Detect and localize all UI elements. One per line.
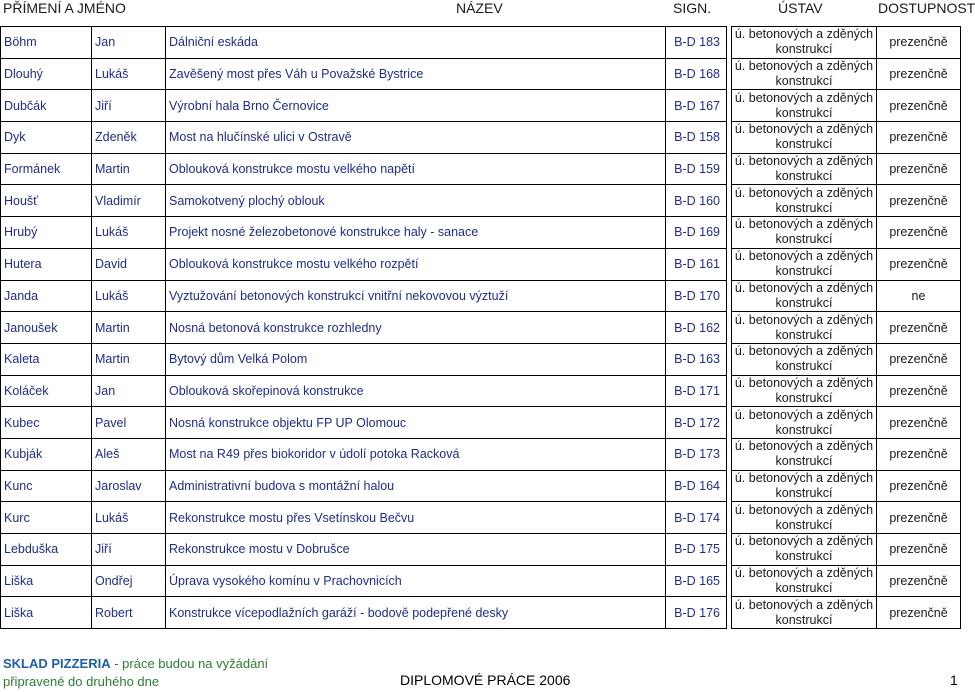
table-row: [1, 565, 961, 597]
header-name: PŘÍMENÍ A JMÉNO: [3, 0, 126, 16]
title-cell: Konstrukce vícepodlažních garáží - bodově podepřené desky: [166, 597, 666, 629]
availability-cell: prezenčně: [877, 312, 961, 344]
surname-cell: Kunc: [1, 470, 92, 502]
availability-cell: prezenčně: [877, 565, 961, 597]
ustav-cell: ú. betonových a zděných konstrukcí: [732, 122, 877, 154]
first-name-cell: Robert: [92, 597, 166, 629]
title-cell: Most na hlučínské ulici v Ostravě: [166, 122, 666, 154]
table-row: [1, 534, 961, 566]
table-row: [1, 248, 961, 280]
first-name-cell: Jiří: [92, 534, 166, 566]
sign-cell: B-D 164: [666, 470, 727, 502]
sign-cell: B-D 170: [666, 280, 727, 312]
sign-cell: B-D 161: [666, 248, 727, 280]
table-row: [1, 470, 961, 502]
title-cell: Výrobní hala Brno Černovice: [166, 90, 666, 122]
surname-cell: Janda: [1, 280, 92, 312]
first-name-cell: Lukáš: [92, 280, 166, 312]
sign-cell: B-D 158: [666, 122, 727, 154]
ustav-cell: ú. betonových a zděných konstrukcí: [732, 153, 877, 185]
sign-cell: B-D 165: [666, 565, 727, 597]
title-cell: Administrativní budova s montážní halou: [166, 470, 666, 502]
first-name-cell: Martin: [92, 312, 166, 344]
surname-cell: Dubčák: [1, 90, 92, 122]
surname-cell: Kubják: [1, 438, 92, 470]
surname-cell: Kurc: [1, 502, 92, 534]
sign-cell: B-D 172: [666, 407, 727, 439]
availability-cell: prezenčně: [877, 534, 961, 566]
availability-cell: ne: [877, 280, 961, 312]
surname-cell: Houšť: [1, 185, 92, 217]
title-cell: Oblouková konstrukce mostu velkého napětí: [166, 153, 666, 185]
first-name-cell: Martin: [92, 343, 166, 375]
column-header-bar: [0, 0, 975, 22]
ustav-cell: ú. betonových a zděných konstrukcí: [732, 502, 877, 534]
title-cell: Rekonstrukce mostu v Dobrušce: [166, 534, 666, 566]
surname-cell: Liška: [1, 565, 92, 597]
availability-cell: prezenčně: [877, 438, 961, 470]
ustav-cell: ú. betonových a zděných konstrukcí: [732, 248, 877, 280]
sign-cell: B-D 176: [666, 597, 727, 629]
first-name-cell: Ondřej: [92, 565, 166, 597]
availability-cell: prezenčně: [877, 153, 961, 185]
table-row: [1, 343, 961, 375]
availability-cell: prezenčně: [877, 343, 961, 375]
table-row: [1, 217, 961, 249]
availability-cell: prezenčně: [877, 407, 961, 439]
ustav-cell: ú. betonových a zděných konstrukcí: [732, 597, 877, 629]
first-name-cell: David: [92, 248, 166, 280]
surname-cell: Dyk: [1, 122, 92, 154]
surname-cell: Kubec: [1, 407, 92, 439]
availability-cell: prezenčně: [877, 90, 961, 122]
ustav-cell: ú. betonových a zděných konstrukcí: [732, 438, 877, 470]
availability-cell: prezenčně: [877, 185, 961, 217]
sign-cell: B-D 174: [666, 502, 727, 534]
surname-cell: Liška: [1, 597, 92, 629]
thesis-table: [0, 26, 961, 629]
title-cell: Zavěšený most přes Váh u Považské Bystrice: [166, 58, 666, 90]
surname-cell: Kaleta: [1, 343, 92, 375]
sign-cell: B-D 163: [666, 343, 727, 375]
table-row: [1, 27, 961, 59]
first-name-cell: Pavel: [92, 407, 166, 439]
availability-cell: prezenčně: [877, 375, 961, 407]
ustav-cell: ú. betonových a zděných konstrukcí: [732, 312, 877, 344]
table-row: [1, 90, 961, 122]
sign-cell: B-D 183: [666, 27, 727, 59]
availability-cell: prezenčně: [877, 597, 961, 629]
title-cell: Most na R49 přes biokoridor v údolí potoka Racková: [166, 438, 666, 470]
table-row: [1, 312, 961, 344]
surname-cell: Formánek: [1, 153, 92, 185]
first-name-cell: Zdeněk: [92, 122, 166, 154]
table-row: [1, 597, 961, 629]
first-name-cell: Vladimír: [92, 185, 166, 217]
first-name-cell: Lukáš: [92, 58, 166, 90]
first-name-cell: Jan: [92, 27, 166, 59]
first-name-cell: Lukáš: [92, 502, 166, 534]
title-cell: Vyztužování betonových konstrukcí vnitřní nekovovou výztuží: [166, 280, 666, 312]
availability-cell: prezenčně: [877, 248, 961, 280]
table-row: [1, 153, 961, 185]
sign-cell: B-D 169: [666, 217, 727, 249]
sign-cell: B-D 175: [666, 534, 727, 566]
availability-cell: prezenčně: [877, 58, 961, 90]
surname-cell: Hutera: [1, 248, 92, 280]
page-number: 1: [950, 672, 958, 688]
sign-cell: B-D 167: [666, 90, 727, 122]
footer-prep-note: připravené do druhého dne: [3, 674, 160, 689]
ustav-cell: ú. betonových a zděných konstrukcí: [732, 185, 877, 217]
first-name-cell: Jan: [92, 375, 166, 407]
surname-cell: Janoušek: [1, 312, 92, 344]
availability-cell: prezenčně: [877, 502, 961, 534]
ustav-cell: ú. betonových a zděných konstrukcí: [732, 280, 877, 312]
ustav-cell: ú. betonových a zděných konstrukcí: [732, 27, 877, 59]
table-row: [1, 185, 961, 217]
sign-cell: B-D 159: [666, 153, 727, 185]
title-cell: Nosná konstrukce objektu FP UP Olomouc: [166, 407, 666, 439]
header-title: NÁZEV: [456, 0, 503, 16]
first-name-cell: Aleš: [92, 438, 166, 470]
first-name-cell: Jiří: [92, 90, 166, 122]
header-availability: DOSTUPNOST: [878, 0, 975, 16]
availability-cell: prezenčně: [877, 470, 961, 502]
warehouse-note: - práce budou na vyžádání: [110, 656, 269, 671]
surname-cell: Hrubý: [1, 217, 92, 249]
sign-cell: B-D 173: [666, 438, 727, 470]
availability-cell: prezenčně: [877, 122, 961, 154]
header-ustav: ÚSTAV: [778, 0, 823, 16]
table-row: [1, 407, 961, 439]
surname-cell: Dlouhý: [1, 58, 92, 90]
table-row: [1, 280, 961, 312]
sign-cell: B-D 160: [666, 185, 727, 217]
sign-cell: B-D 171: [666, 375, 727, 407]
table-row: [1, 502, 961, 534]
surname-cell: Lebduška: [1, 534, 92, 566]
surname-cell: Koláček: [1, 375, 92, 407]
ustav-cell: ú. betonových a zděných konstrukcí: [732, 217, 877, 249]
ustav-cell: ú. betonových a zděných konstrukcí: [732, 470, 877, 502]
title-cell: Dálniční eskáda: [166, 27, 666, 59]
ustav-cell: ú. betonových a zděných konstrukcí: [732, 90, 877, 122]
header-sign: SIGN.: [673, 0, 712, 16]
title-cell: Bytový dům Velká Polom: [166, 343, 666, 375]
title-cell: Projekt nosné železobetonové konstrukce haly - sanace: [166, 217, 666, 249]
table-row: [1, 58, 961, 90]
table-row: [1, 122, 961, 154]
title-cell: Úprava vysokého komínu v Prachovnicích: [166, 565, 666, 597]
surname-cell: Böhm: [1, 27, 92, 59]
warehouse-label: SKLAD PIZZERIA: [3, 656, 111, 671]
title-cell: Oblouková konstrukce mostu velkého rozpětí: [166, 248, 666, 280]
availability-cell: prezenčně: [877, 27, 961, 59]
sign-cell: B-D 168: [666, 58, 727, 90]
first-name-cell: Martin: [92, 153, 166, 185]
footer-warehouse: [3, 656, 963, 671]
title-cell: Nosná betonová konstrukce rozhledny: [166, 312, 666, 344]
sign-cell: B-D 162: [666, 312, 727, 344]
title-cell: Rekonstrukce mostu přes Vsetínskou Bečvu: [166, 502, 666, 534]
ustav-cell: ú. betonových a zděných konstrukcí: [732, 343, 877, 375]
ustav-cell: ú. betonových a zděných konstrukcí: [732, 565, 877, 597]
table-row: [1, 375, 961, 407]
ustav-cell: ú. betonových a zděných konstrukcí: [732, 375, 877, 407]
footer-doc-title: DIPLOMOVÉ PRÁCE 2006: [400, 672, 571, 688]
ustav-cell: ú. betonových a zděných konstrukcí: [732, 58, 877, 90]
ustav-cell: ú. betonových a zděných konstrukcí: [732, 534, 877, 566]
table-row: [1, 438, 961, 470]
first-name-cell: Jaroslav: [92, 470, 166, 502]
first-name-cell: Lukáš: [92, 217, 166, 249]
ustav-cell: ú. betonových a zděných konstrukcí: [732, 407, 877, 439]
availability-cell: prezenčně: [877, 217, 961, 249]
title-cell: Oblouková skořepinová konstrukce: [166, 375, 666, 407]
title-cell: Samokotvený plochý oblouk: [166, 185, 666, 217]
